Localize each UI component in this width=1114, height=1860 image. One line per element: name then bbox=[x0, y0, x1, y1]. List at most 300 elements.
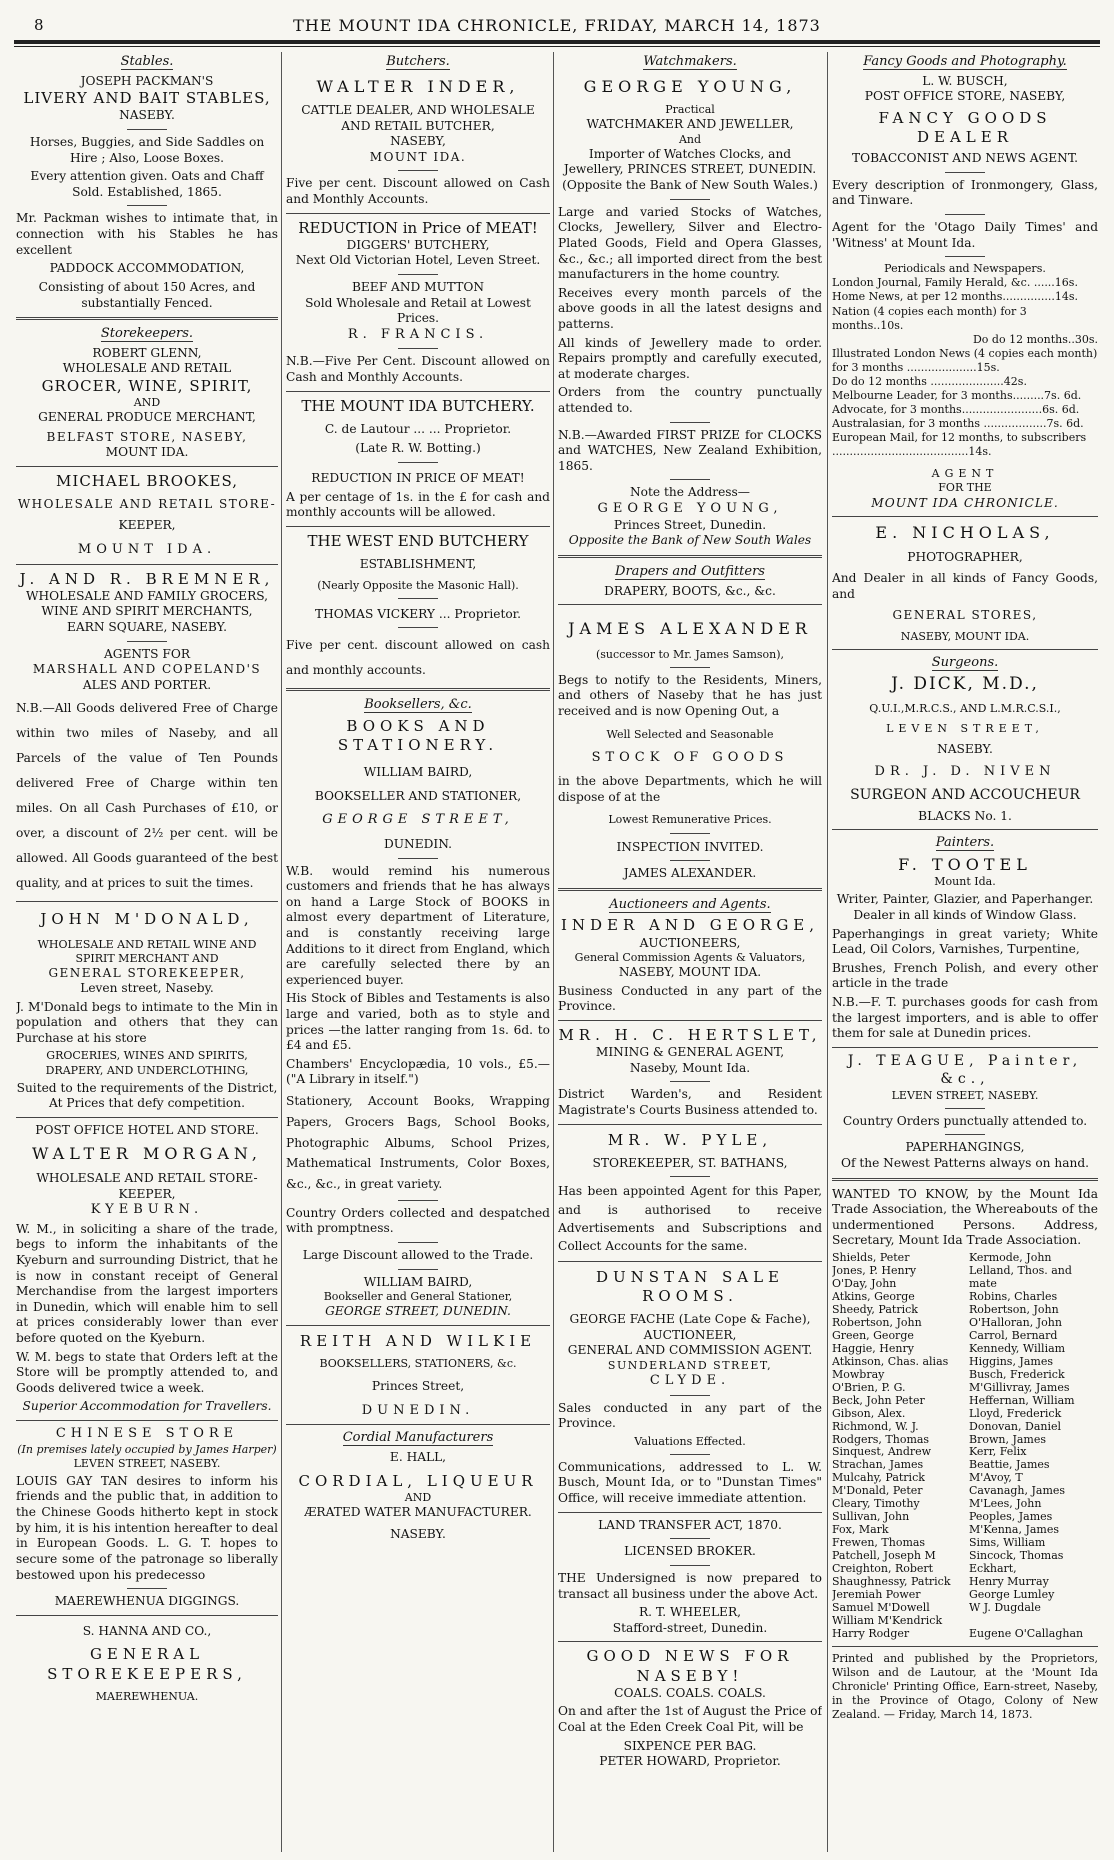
missing-person-name: Atkins, George bbox=[832, 1289, 915, 1303]
ad-text: Five per cent. discount allowed on cash and monthly accounts. bbox=[286, 638, 550, 677]
ad-line: INSPECTION INVITED. bbox=[616, 839, 764, 854]
column-divider bbox=[553, 52, 554, 1852]
ad-line: Next Old Victorian Hotel, Leven Street. bbox=[295, 253, 541, 268]
missing-person-name: Robertson, John bbox=[969, 1302, 1059, 1316]
ad-text: Large and varied Stocks of Watches, Clocks, Jewellery, Silver and Electro-Plated Goods, Field and Opera Glasses, &c., &c.; all imported direct from the best manufacturers in the home country. bbox=[558, 204, 822, 282]
ad-text: Paperhangings in great variety; White Lead, Oil Colors, Varnishes, Turpentine, bbox=[832, 926, 1098, 957]
column-4 bbox=[832, 52, 1098, 1852]
ad-line: GROCERIES, WINES AND SPIRITS, DRAPERY, AND UNDERCLOTHING, bbox=[45, 1049, 249, 1077]
missing-person-name: Robins, Charles bbox=[969, 1289, 1058, 1303]
ad-text: Every description of Ironmongery, Glass, and Tinware. bbox=[832, 177, 1098, 208]
ad-text: W. M., in soliciting a share of the trade, begs to inform the inhabitants of the Kyeburn and surrounding District, that he is now in constant receipt of General Merchandise from the largest importers in Dunedin, which will enable him to sell at prices considerably lower than ever before quoted on the Kyeburn. bbox=[16, 1221, 278, 1346]
ad-inder-george bbox=[558, 916, 822, 1015]
ad-line: R. T. WHEELER, bbox=[639, 1605, 741, 1620]
price-line: Illustrated London News (4 copies each month) for 3 months ....................15s. bbox=[832, 346, 1098, 374]
missing-person-name: William M'Kendrick bbox=[832, 1614, 943, 1628]
ad-line: (Late R. W. Botting.) bbox=[355, 441, 481, 456]
missing-person-name: Heffernan, William bbox=[969, 1393, 1075, 1407]
ad-inder bbox=[286, 77, 550, 208]
ad-line: C. de Lautour ... ... Proprietor. bbox=[324, 421, 512, 436]
ad-line: GEORGE STREET, bbox=[322, 812, 514, 828]
ad-line: Practical bbox=[665, 103, 715, 117]
ad-hall bbox=[286, 1450, 550, 1542]
missing-person-name: Jeremiah Power bbox=[832, 1588, 921, 1602]
ad-headline: JOHN M'DONALD, bbox=[40, 910, 254, 929]
ad-line: REDUCTION IN PRICE OF MEAT! bbox=[311, 470, 525, 485]
ad-headline: SURGEON AND ACCOUCHEUR bbox=[850, 786, 1080, 803]
ad-line: STOCK OF GOODS bbox=[591, 749, 789, 765]
ad-baird bbox=[286, 717, 550, 1320]
missing-person-name: Jones, P. Henry bbox=[832, 1263, 917, 1277]
ad-line: Q.U.I.,M.R.C.S., AND L.M.R.C.S.I., bbox=[869, 702, 1061, 716]
ad-pyle bbox=[558, 1131, 822, 1256]
ad-text: Every attention given. Oats and Chaff Sold. Established, 1865. bbox=[30, 169, 264, 199]
ad-line: Importer of Watches Clocks, and Jewellery, PRINCES STREET, DUNEDIN. bbox=[563, 146, 817, 177]
section-heading: Fancy Goods and Photography. bbox=[863, 54, 1067, 69]
ad-line: GENERAL STORES, bbox=[892, 608, 1038, 623]
ad-line: MOUNT IDA. bbox=[77, 541, 217, 557]
ad-packman bbox=[16, 74, 278, 312]
ad-text: Mr. Packman wishes to intimate that, in connection with his Stables he has excellent bbox=[16, 211, 278, 257]
missing-person-name: Peoples, James bbox=[969, 1510, 1053, 1524]
ad-text: N.B.—All Goods delivered Free of Charge within two miles of Naseby, and all Parcels of the value of Ten Pounds delivered Free of Charge within ten miles. On all Cash Purchases of £10, or over, a discount of 2½ per cent. will be allowed. All Goods guaranteed of the best quality, and at prices to suit the times. bbox=[16, 701, 278, 891]
ad-line: BOOKSELLER AND STATIONER, bbox=[314, 788, 522, 803]
ad-headline: WALTER INDER, bbox=[316, 76, 520, 96]
ad-line: KEEPER, bbox=[118, 1186, 176, 1201]
missing-person-name: Fox, Mark bbox=[832, 1523, 889, 1537]
ad-line: PADDOCK ACCOMMODATION, bbox=[49, 261, 245, 276]
ad-line: GENERAL STOREKEEPER, bbox=[48, 965, 246, 980]
ad-line: MAEREWHENUA. bbox=[95, 1689, 199, 1703]
missing-person-name: O'Halloran, John bbox=[969, 1315, 1062, 1329]
ad-line: WHOLESALE AND FAMILY GROCERS, bbox=[25, 588, 269, 603]
ad-line: Large Discount allowed to the Trade. bbox=[302, 1247, 534, 1262]
ad-text: Communications, addressed to L. W. Busch, Mount Ida, or to "Dunstan Times" Office, will receive immediate attention. bbox=[558, 1459, 822, 1506]
section-heading: Butchers. bbox=[386, 54, 450, 69]
ad-text: Has been appointed Agent for this Paper, and is authorised to receive Advertisements and Subscriptions and Collect Accounts for the same. bbox=[558, 1184, 822, 1254]
missing-person-name: Kermode, John bbox=[969, 1250, 1052, 1264]
missing-person-name: Strachan, James bbox=[832, 1458, 924, 1472]
missing-person-name: Sullivan, John bbox=[832, 1510, 910, 1524]
missing-person-name: Mulcahy, Patrick bbox=[832, 1471, 925, 1485]
ad-line: (In premises lately occupied by James Harper) bbox=[17, 1442, 277, 1456]
ad-line: PAPERHANGINGS, bbox=[905, 1140, 1025, 1155]
ad-line: Princes Street, Dunedin. bbox=[613, 517, 767, 532]
ad-reith-wilkie bbox=[286, 1332, 550, 1420]
price-line: London Journal, Family Herald, &c. ......16s. bbox=[832, 276, 1078, 290]
ad-line: Naseby, Mount Ida. bbox=[629, 1060, 751, 1075]
ad-line: WILLIAM BAIRD, bbox=[363, 765, 473, 780]
ad-text: Sales conducted in any part of the Province. bbox=[558, 1400, 822, 1431]
ad-line: PHOTOGRAPHER, bbox=[907, 549, 1023, 564]
ad-bremner bbox=[16, 570, 278, 897]
ad-line: BEEF AND MUTTON bbox=[351, 279, 485, 294]
ad-headline: GENERAL STOREKEEPERS, bbox=[47, 1645, 247, 1683]
missing-person-name: Beck, John Peter bbox=[832, 1393, 925, 1407]
missing-person-name: Cavanagh, James bbox=[969, 1484, 1066, 1498]
ad-line: COALS. COALS. COALS. bbox=[614, 1685, 766, 1700]
ad-headline: DUNSTAN SALE ROOMS. bbox=[596, 1267, 784, 1305]
ad-text: WANTED TO KNOW, by the Mount Ida Trade Association, the Whereabouts of the undermentioned Persons. Address, Secretary, Mount Ida Trade Association. bbox=[832, 1186, 1098, 1248]
ad-text: N.B.—F. T. purchases goods for cash from the largest importers, and is able to offer them for sale at Dunedin prices. bbox=[832, 994, 1098, 1041]
ad-line: KYEBURN. bbox=[90, 1202, 204, 1218]
missing-person-name: Lelland, Thos. and mate bbox=[969, 1263, 1072, 1290]
ad-line: ROBERT GLENN, bbox=[92, 345, 202, 360]
ad-line: LAND TRANSFER ACT, 1870. bbox=[598, 1517, 782, 1532]
price-line: Australasian, for 3 months ..................7s. 6d. bbox=[832, 417, 1084, 431]
ad-text: And Dealer in all kinds of Fancy Goods, and bbox=[832, 571, 1098, 601]
ad-headline: JAMES ALEXANDER bbox=[568, 619, 812, 639]
ad-line: And bbox=[678, 132, 702, 146]
ad-text: N.B.—Awarded FIRST PRIZE for CLOCKS and WATCHES, New Zealand Exhibition, 1865. bbox=[558, 427, 822, 473]
ad-line: Well Selected and Seasonable bbox=[606, 727, 774, 741]
ad-text: On and after the 1st of August the Price of Coal at the Eden Creek Coal Pit, will be bbox=[558, 1704, 822, 1734]
masthead-rule bbox=[14, 40, 1100, 44]
ad-text: Horses, Buggies, and Side Saddles on Hire ; Also, Loose Boxes. bbox=[29, 135, 265, 165]
section-heading: Auctioneers and Agents. bbox=[609, 896, 771, 912]
ad-line: POST OFFICE STORE, NASEBY, bbox=[864, 89, 1066, 104]
ad-line: WHOLESALE AND RETAIL WINE AND bbox=[37, 937, 257, 951]
ad-line: Lowest Remunerative Prices. bbox=[608, 813, 772, 827]
ad-line: Country Orders punctually attended to. bbox=[842, 1113, 1088, 1128]
section-heading: Storekeepers. bbox=[100, 326, 194, 342]
ad-text: Business Conducted in any part of the Province. bbox=[558, 983, 822, 1014]
ad-headline: J. AND R. BREMNER, bbox=[19, 569, 275, 588]
ad-text: District Warden's, and Resident Magistrate's Courts Business attended to. bbox=[558, 1087, 822, 1118]
price-line: Do do 12 months .....................42s. bbox=[832, 374, 1027, 388]
ad-text: Begs to notify to the Residents, Miners, and others of Naseby that he has just received and is now Opening Out, a bbox=[558, 672, 822, 718]
ad-line: Princes Street, bbox=[371, 1379, 465, 1394]
ad-line: MARSHALL AND COPELAND'S bbox=[32, 662, 262, 677]
ad-line: (Opposite the Bank of New South Wales.) bbox=[562, 178, 818, 193]
ad-headline: J. DICK, M.D., bbox=[891, 674, 1039, 695]
ad-text: LOUIS GAY TAN desires to inform his friends and the public that, in addition to the Chinese Goods hitherto kept in stock by him, it is his intention hereafter to deal in European Goods. L. G. T. hopes to secure some of the patronage so liberally bestowed upon his predecesso bbox=[16, 1473, 278, 1582]
missing-person-name: M'Gillivray, James bbox=[969, 1380, 1070, 1394]
missing-person-name: Gibson, Alex. bbox=[832, 1406, 906, 1420]
ad-line: TOBACCONIST AND NEWS AGENT. bbox=[851, 151, 1079, 166]
ad-line: CLYDE. bbox=[649, 1372, 731, 1388]
ad-line: AGENTS FOR bbox=[103, 646, 191, 661]
ad-line: NASEBY. bbox=[937, 742, 993, 757]
ad-dunstan-sale-rooms bbox=[558, 1268, 822, 1507]
column-1 bbox=[16, 52, 278, 1852]
missing-person-name: Eckhart, bbox=[969, 1562, 1017, 1576]
ad-busch bbox=[832, 74, 1098, 512]
ad-line: S. HANNA AND CO., bbox=[82, 1623, 212, 1638]
price-line: Advocate, for 3 months.......................6s. 6d. bbox=[832, 403, 1080, 417]
ad-line: DR. J. D. NIVEN bbox=[874, 764, 1056, 779]
missing-person-name: Sheedy, Patrick bbox=[832, 1302, 918, 1316]
missing-person-name: O'Day, John bbox=[832, 1276, 897, 1290]
ad-text: N.B.—Five Per Cent. Discount allowed on Cash and Monthly Accounts. bbox=[286, 354, 550, 384]
ad-line: BELFAST STORE, NASEBY, bbox=[46, 429, 248, 444]
ad-mcdonald bbox=[16, 910, 278, 1112]
missing-person-name: Donovan, Daniel bbox=[969, 1419, 1062, 1433]
ad-headline: E. NICHOLAS, bbox=[875, 523, 1055, 543]
ad-line: LICENSED BROKER. bbox=[624, 1544, 756, 1559]
ad-line: DIGGERS' BUTCHERY, bbox=[346, 237, 490, 252]
missing-person-name: Richmond, W. J. bbox=[832, 1419, 919, 1433]
ad-line: BLACKS No. 1. bbox=[918, 808, 1012, 823]
ad-headline: MR. W. PYLE, bbox=[607, 1130, 773, 1149]
ad-headline: LIVERY AND BAIT STABLES, bbox=[23, 89, 271, 108]
ad-teague bbox=[832, 1053, 1098, 1172]
ad-headline: WALTER MORGAN, bbox=[32, 1144, 262, 1164]
ad-text: Orders from the country punctually attended to. bbox=[558, 385, 822, 415]
ad-text: Five per cent. Discount allowed on Cash and Monthly Accounts. bbox=[286, 176, 550, 206]
ad-line: MINING & GENERAL AGENT, bbox=[595, 1045, 785, 1060]
ad-text: in the above Departments, which he will dispose of at the bbox=[558, 774, 822, 804]
ad-text: His Stock of Bibles and Testaments is also large and varied, both as to style and prices —the latter ranging from 1s. 6d. to £4 and £5. bbox=[286, 991, 550, 1053]
ad-hertslet bbox=[558, 1026, 822, 1119]
ad-line: MOUNT IDA. bbox=[105, 445, 189, 460]
section-heading: Booksellers, &c. bbox=[364, 697, 472, 713]
missing-person-name: O'Brien, P. G. bbox=[832, 1380, 906, 1394]
ad-line: NASEBY. bbox=[119, 108, 175, 123]
names-column-right bbox=[969, 1252, 1098, 1641]
ad-line: Of the Newest Patterns always on hand. bbox=[840, 1155, 1090, 1170]
ad-james-alexander bbox=[558, 584, 822, 882]
missing-person-name: Lloyd, Frederick bbox=[969, 1406, 1062, 1420]
ad-george-young bbox=[558, 77, 822, 549]
missing-person-name: Green, George bbox=[832, 1328, 914, 1342]
section-heading: Cordial Manufacturers bbox=[342, 1430, 494, 1446]
ad-text: Brushes, French Polish, and every other article in the trade bbox=[832, 960, 1098, 991]
ad-diggers-butchery bbox=[286, 219, 550, 386]
missing-person-name: Kennedy, William bbox=[969, 1341, 1066, 1355]
missing-person-name: Higgins, James bbox=[969, 1354, 1053, 1368]
ad-line: SUNDERLAND STREET, bbox=[607, 1358, 773, 1372]
missing-person-name: Cleary, Timothy bbox=[832, 1497, 920, 1511]
ad-glenn bbox=[16, 346, 278, 461]
missing-person-name: Eugene O'Callaghan bbox=[969, 1627, 1084, 1641]
ad-line: MOUNT IDA. bbox=[369, 149, 467, 164]
missing-person-name: Brown, James bbox=[969, 1432, 1047, 1446]
ad-line: R. FRANCIS. bbox=[347, 326, 489, 342]
price-line: European Mail, for 12 months, to subscribers .......................................14s. bbox=[832, 431, 1087, 459]
ad-chinese-store bbox=[16, 1426, 278, 1583]
section-heading: Surgeons. bbox=[931, 654, 999, 670]
ad-line: WILLIAM BAIRD, bbox=[363, 1274, 473, 1289]
ad-text: All kinds of Jewellery made to order. Repairs promptly and carefully executed, at moderate charges. bbox=[558, 335, 822, 381]
ad-line: EARN SQUARE, NASEBY. bbox=[66, 620, 228, 634]
ad-line: E. HALL, bbox=[389, 1450, 447, 1465]
ad-headline: F. TOOTEL bbox=[898, 854, 1032, 874]
ad-line: LEVEN STREET, bbox=[886, 722, 1044, 736]
names-column-left bbox=[832, 1252, 961, 1641]
ad-line: Bookseller and General Stationer, bbox=[323, 1290, 513, 1304]
ad-line: JAMES ALEXANDER. bbox=[623, 866, 757, 881]
ad-tootel bbox=[832, 855, 1098, 1042]
ad-headline: CORDIAL, LIQUEUR bbox=[298, 1471, 538, 1490]
missing-person-name: M'Kenna, James bbox=[969, 1523, 1059, 1537]
ad-line: DRAPERY, BOOTS, &c., &c. bbox=[604, 583, 776, 598]
missing-person-name: M'Donald, Peter bbox=[832, 1484, 923, 1498]
ad-line: LEVEN STREET, NASEBY. bbox=[891, 1088, 1039, 1102]
ad-line: WHOLESALE AND RETAIL STORE- bbox=[17, 497, 277, 511]
page-number: 8 bbox=[34, 16, 44, 34]
ad-nicholas bbox=[832, 523, 1098, 644]
ad-headline: MR. H. C. HERTSLET, bbox=[558, 1026, 822, 1045]
missing-person-name: Creighton, Robert bbox=[832, 1562, 934, 1576]
ad-line: General Commission Agents & Valuators, bbox=[574, 951, 806, 965]
masthead-rule-thin bbox=[14, 46, 1100, 47]
missing-person-name: Samuel M'Dowell bbox=[832, 1601, 930, 1615]
price-line: Do do 12 months..30s. bbox=[972, 332, 1098, 346]
ad-line: GENERAL AND COMMISSION AGENT. bbox=[567, 1343, 813, 1358]
ad-line: BOOKSELLERS, STATIONERS, &c. bbox=[319, 1357, 517, 1371]
ad-line: WHOLESALE AND RETAIL STORE- bbox=[36, 1170, 258, 1185]
ad-headline: THE WEST END BUTCHERY bbox=[307, 531, 529, 550]
ad-line: Mount Ida. bbox=[934, 875, 996, 889]
ad-headline: GROCER, WINE, SPIRIT, bbox=[41, 376, 253, 395]
ad-line: NASEBY. bbox=[390, 1526, 446, 1541]
ad-dick bbox=[832, 674, 1098, 824]
ad-line: ESTABLISHMENT, bbox=[359, 557, 477, 571]
missing-person-name: W J. Dugdale bbox=[969, 1601, 1041, 1615]
ad-line: GEORGE FACHE (Late Cope & Fache), bbox=[569, 1312, 811, 1327]
ad-line: Sold Wholesale and Retail at Lowest Prices. bbox=[305, 295, 531, 326]
newspaper-title: THE MOUNT IDA CHRONICLE, FRIDAY, MARCH 14, 1873 bbox=[293, 16, 821, 35]
masthead bbox=[14, 10, 1100, 40]
missing-person-name: Patchell, Joseph M bbox=[832, 1549, 936, 1563]
column-3 bbox=[558, 52, 822, 1852]
missing-person-name: Shaughnessy, Patrick bbox=[832, 1575, 951, 1589]
ad-text: W.B. would remind his numerous customers and friends that he has always on hand a Large Stock of BOOKS in almost every department of Literature, and is constantly receiving large Additions to it direct from England, which are carefully selected there by an experienced buyer. bbox=[286, 863, 550, 987]
ad-headline: MICHAEL BROOKES, bbox=[56, 471, 238, 490]
ad-coal bbox=[558, 1647, 822, 1769]
ad-line: Stafford-street, Dunedin. bbox=[612, 1620, 768, 1635]
ad-west-end-butchery bbox=[286, 532, 550, 682]
ad-line: STOREKEEPER, ST. BATHANS, bbox=[592, 1155, 788, 1170]
ad-line: AGENT bbox=[931, 467, 999, 481]
ad-line: ÆRATED WATER MANUFACTURER. bbox=[304, 1504, 532, 1519]
ad-headline: REDUCTION in Price of MEAT! bbox=[298, 218, 538, 237]
ad-text: Suited to the requirements of the District, At Prices that defy competition. bbox=[16, 1080, 278, 1111]
missing-person-name: Shields, Peter bbox=[832, 1250, 910, 1264]
section-heading: Stables. bbox=[120, 54, 174, 69]
ad-line: DUNEDIN. bbox=[361, 1402, 475, 1418]
missing-person-name: Harry Rodger bbox=[832, 1627, 910, 1641]
ad-line: DUNEDIN. bbox=[384, 836, 452, 851]
ad-line: L. W. BUSCH, bbox=[922, 73, 1008, 88]
ad-text: A per centage of 1s. in the £ for cash and monthly accounts will be allowed. bbox=[286, 489, 550, 520]
ad-line: GENERAL PRODUCE MERCHANT, bbox=[38, 410, 256, 425]
missing-person-name: Sinquest, Andrew bbox=[832, 1445, 932, 1459]
missing-person-name: M'Avoy, T bbox=[969, 1471, 1023, 1485]
ad-headline: INDER AND GEORGE, bbox=[560, 916, 820, 935]
missing-person-name: Kerr, Felix bbox=[969, 1445, 1027, 1459]
price-line: Nation (4 copies each month) for 3 months..10s. bbox=[832, 304, 1027, 332]
ad-line: WHOLESALE AND RETAIL bbox=[62, 361, 232, 376]
missing-person-name: Carrol, Bernard bbox=[969, 1328, 1058, 1342]
ad-text: Writer, Painter, Glazier, and Paperhanger. Dealer in all kinds of Window Glass. bbox=[836, 892, 1094, 922]
ad-line: PETER HOWARD, Proprietor. bbox=[599, 1754, 781, 1769]
ad-headline: CHINESE STORE bbox=[55, 1426, 239, 1442]
ad-mount-ida-butchery bbox=[286, 397, 550, 521]
ad-line: NASEBY, bbox=[390, 134, 446, 149]
ad-line: ALES AND PORTER. bbox=[82, 677, 212, 692]
ad-brookes bbox=[16, 472, 278, 559]
missing-person-name: Sincock, Thomas bbox=[969, 1549, 1064, 1563]
ad-line: THOMAS VICKERY ... Proprietor. bbox=[314, 606, 522, 621]
ad-headline: GOOD NEWS FOR NASEBY! bbox=[586, 1647, 794, 1685]
ad-wanted-to-know bbox=[832, 1187, 1098, 1642]
missing-person-name: Rodgers, Thomas bbox=[832, 1432, 930, 1446]
section-heading: Painters. bbox=[935, 835, 995, 851]
missing-person-name: Frewen, Thomas bbox=[832, 1536, 926, 1550]
price-line: Home News, at per 12 months...............14s. bbox=[832, 290, 1078, 304]
printer-imprint: Printed and published by the Proprietors, Wilson and de Lautour, at the 'Mount Ida Chronicle' Printing Office, Earn-street, Naseby, in the Province of Otago, Colony of New Zealand. — Friday, March 14, 1873. bbox=[832, 1652, 1098, 1722]
ad-line: AND bbox=[133, 396, 161, 410]
ad-line: MOUNT IDA CHRONICLE. bbox=[871, 495, 1059, 510]
missing-person-name: Robertson, John bbox=[832, 1315, 922, 1329]
ad-headline: THE MOUNT IDA BUTCHERY. bbox=[301, 396, 535, 415]
missing-person-name: M'Lees, John bbox=[969, 1497, 1042, 1511]
ad-text: Receives every month parcels of the above goods in all the latest designs and patterns. bbox=[558, 285, 822, 331]
ad-text: Stationery, Account Books, Wrapping Papers, Grocers Bags, School Books, Photographic Albums, School Prizes, Mathematical Instruments, Color Boxes, &c., &c., in great variety. bbox=[286, 1094, 550, 1192]
missing-person-name: Atkinson, Chas. alias Mowbray bbox=[832, 1354, 949, 1381]
ad-line: Note the Address— bbox=[630, 485, 750, 500]
ad-text: Agent for the 'Otago Daily Times' and 'Witness' at Mount Ida. bbox=[832, 220, 1098, 250]
missing-person-name: George Lumley bbox=[969, 1588, 1055, 1602]
ad-line: KEEPER, bbox=[118, 518, 176, 533]
ad-line: Leven street, Naseby. bbox=[80, 981, 214, 996]
ad-line: Superior Accommodation for Travellers. bbox=[22, 1399, 272, 1414]
ad-line: AUCTIONEERS, bbox=[639, 935, 741, 950]
ad-line: POST OFFICE HOTEL AND STORE. bbox=[35, 1122, 259, 1137]
section-heading: Drapers and Outfitters bbox=[615, 563, 765, 579]
ad-text: Country Orders collected and despatched with promptness. bbox=[286, 1205, 550, 1236]
column-2 bbox=[286, 52, 550, 1852]
ad-line: SPIRIT MERCHANT AND bbox=[75, 951, 219, 965]
ad-line: NASEBY, MOUNT IDA. bbox=[618, 965, 762, 980]
ad-line: LEVEN STREET, NASEBY. bbox=[73, 1456, 221, 1470]
ad-line: GEORGE STREET, DUNEDIN. bbox=[325, 1304, 511, 1319]
ad-line: CATTLE DEALER, AND WHOLESALE AND RETAIL BUTCHER, bbox=[301, 103, 535, 133]
missing-person-name: Busch, Frederick bbox=[969, 1367, 1065, 1381]
column-divider bbox=[281, 52, 282, 1852]
ad-text: W. M. begs to state that Orders left at the Store will be promptly attended to, and Goods delivered twice a week. bbox=[16, 1349, 278, 1395]
ad-line: JOSEPH PACKMAN'S bbox=[80, 73, 214, 88]
ad-line: AUCTIONEER, bbox=[643, 1327, 737, 1342]
ad-line: FOR THE bbox=[938, 481, 992, 495]
missing-person-name: Beattie, James bbox=[969, 1458, 1050, 1472]
ad-text: J. M'Donald begs to intimate to the Min in population and others that they can Purchase at his store bbox=[16, 999, 278, 1045]
ad-line: SIXPENCE PER BAG. bbox=[623, 1738, 757, 1753]
ad-line: GEORGE YOUNG, bbox=[597, 501, 783, 517]
ad-land-transfer bbox=[558, 1518, 822, 1637]
ad-line: AND bbox=[404, 1490, 432, 1504]
ad-headline: FANCY GOODS DEALER bbox=[878, 108, 1052, 147]
ad-hanna bbox=[16, 1594, 278, 1704]
price-line: Melbourne Leader, for 3 months.........7s. 6d. bbox=[832, 388, 1082, 402]
ad-headline: REITH AND WILKIE bbox=[299, 1331, 537, 1350]
ad-line: Periodicals and Newspapers. bbox=[884, 262, 1046, 276]
missing-person-name: Haggie, Henry bbox=[832, 1341, 914, 1355]
ad-line: Opposite the Bank of New South Wales bbox=[568, 533, 812, 548]
ad-line: Valuations Effected. bbox=[634, 1434, 746, 1448]
missing-persons-list bbox=[832, 1252, 1098, 1641]
ad-morgan bbox=[16, 1123, 278, 1415]
ad-text: THE Undersigned is now prepared to transact all business under the above Act. bbox=[558, 1570, 822, 1601]
ad-headline: BOOKS AND STATIONERY. bbox=[337, 716, 499, 754]
ad-line: WATCHMAKER AND JEWELLER, bbox=[586, 117, 794, 132]
missing-person-name: Sims, William bbox=[969, 1536, 1046, 1550]
section-heading: Watchmakers. bbox=[643, 54, 737, 69]
ad-line: MAEREWHENUA DIGGINGS. bbox=[54, 1594, 240, 1609]
ad-headline: J. TEAGUE, Painter, &c., bbox=[847, 1052, 1083, 1087]
